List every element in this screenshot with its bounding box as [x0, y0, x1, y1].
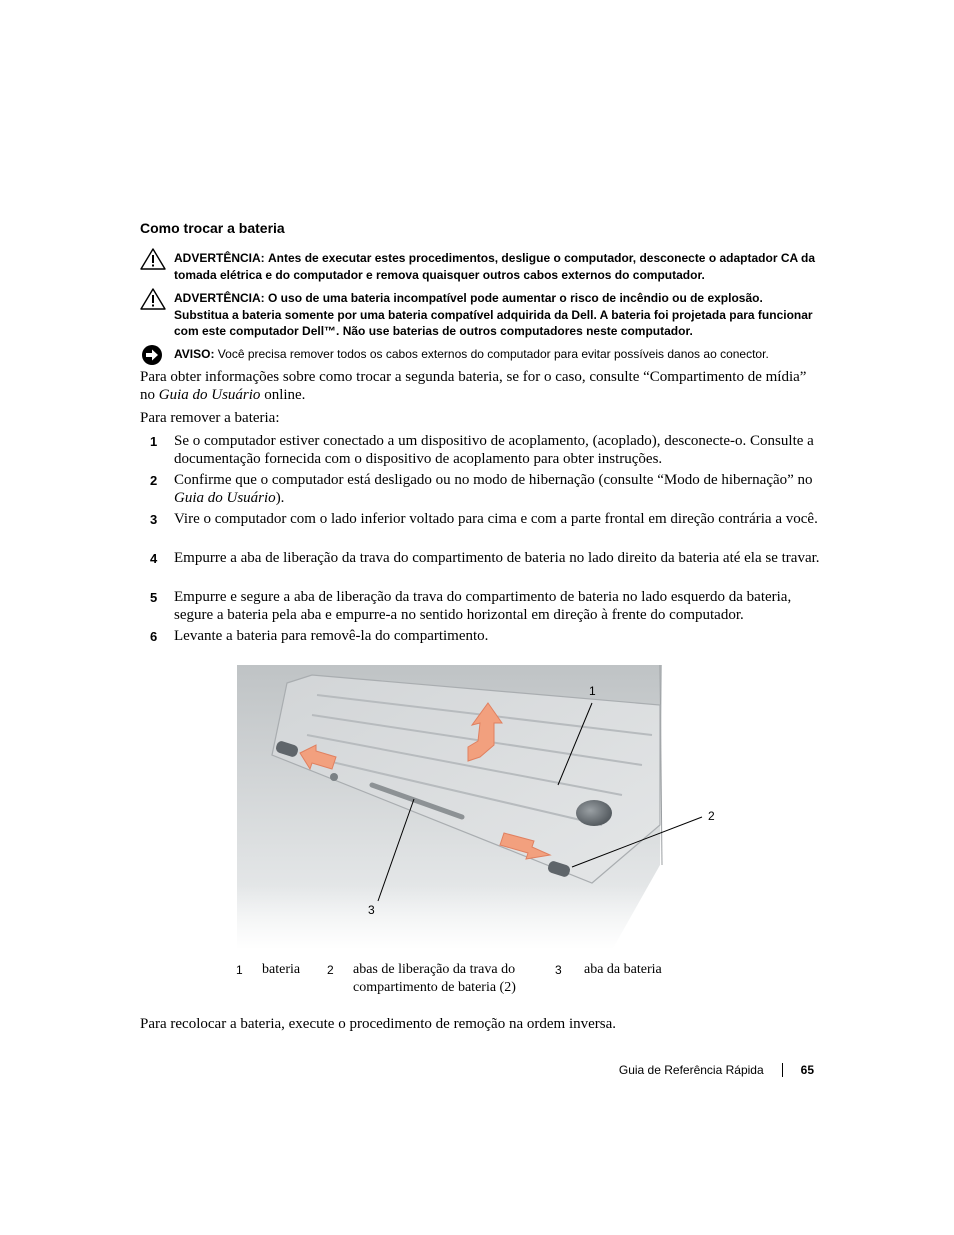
guide-title: Guia do Usuário	[158, 386, 261, 403]
callout-3: 3	[368, 903, 375, 917]
step-text-b: ).	[275, 489, 285, 506]
step-4	[150, 550, 820, 568]
step-number: 4	[150, 551, 158, 566]
step-2	[150, 472, 820, 507]
warning-note-2	[140, 290, 820, 340]
legend-label-3: aba da bateria	[584, 962, 662, 977]
step-5	[150, 589, 820, 624]
step-text: Levante a bateria para removê-la do compartimento.	[174, 628, 489, 644]
warning-label: ADVERTÊNCIA:	[174, 251, 265, 265]
warning-text: O uso de uma bateria incompatível pode aumentar o risco de incêndio ou de explosão. Substitua a bateria somente por uma bateria compatível adquirida da Dell. A bateria foi projetada para funcionar com este computador Dell™. Não use baterias de outros computadores neste computador.	[174, 291, 813, 338]
callout-1: 1	[589, 684, 596, 698]
battery-illustration	[232, 665, 732, 950]
intro-text: Para obter informações sobre como trocar a segunda bateria, se for o caso, consulte “Compartimento de mídia” no	[140, 369, 807, 403]
step-number: 3	[150, 512, 158, 527]
page-number: 65	[800, 1063, 814, 1077]
page-footer	[619, 1063, 814, 1077]
warning-triangle-icon	[140, 288, 166, 310]
section-title: Como trocar a bateria	[140, 220, 285, 236]
step-number: 1	[150, 434, 158, 449]
notice-text: Você precisa remover todos os cabos externos do computador para evitar possíveis danos ao conector.	[217, 347, 769, 361]
step-text-a: Confirme que o computador está desligado ou no modo de hibernação (consulte “Modo de hibernação” no	[174, 472, 813, 488]
step-text: Empurre e segure a aba de liberação da trava do compartimento de bateria no lado esquerdo da bateria, segure a bateria pela aba e empurre-a no sentido horizontal em direção à frente do computador.	[174, 589, 792, 623]
guide-name: Guia de Referência Rápida	[618, 1063, 764, 1077]
remove-intro: Para remover a bateria:	[140, 410, 280, 426]
warning-label: ADVERTÊNCIA:	[174, 291, 265, 305]
footer-separator	[782, 1063, 783, 1077]
intro-paragraph	[140, 369, 820, 404]
battery-knob	[576, 800, 612, 826]
legend-num-2: 2	[327, 963, 334, 977]
notice-label: AVISO:	[174, 347, 215, 361]
warning-text: Antes de executar estes procedimentos, desligue o computador, desconecte o adaptador CA da tomada elétrica e do computador e remova quaisquer outros cabos externos do computador.	[174, 251, 816, 282]
step-text: Empurre a aba de liberação da trava do compartimento de bateria no lado direito da bateria até ela se travar.	[174, 550, 820, 566]
legend-label-1: bateria	[262, 962, 301, 977]
step-6	[150, 628, 820, 646]
notice-note	[140, 346, 820, 363]
intro-text-end: online.	[260, 386, 306, 403]
legend-num-3: 3	[555, 963, 562, 977]
step-text: Vire o computador com o lado inferior voltado para cima e com a parte frontal em direção contrária a você.	[174, 511, 818, 527]
warning-note-1	[140, 250, 820, 283]
step-3	[150, 511, 820, 529]
step-number: 2	[150, 473, 158, 488]
warning-triangle-icon	[140, 248, 166, 270]
notice-arrow-icon	[140, 344, 164, 366]
step-text: Se o computador estiver conectado a um dispositivo de acoplamento, (acoplado), desconecte-o. Consulte a documentação fornecida com o dispositivo de acoplamento para obter instruções.	[174, 433, 814, 467]
outro-paragraph: Para recolocar a bateria, execute o procedimento de remoção na ordem inversa.	[140, 1016, 617, 1032]
step-number: 6	[150, 629, 158, 644]
step-1	[150, 433, 820, 468]
step-text	[174, 472, 820, 507]
legend-num-1: 1	[236, 963, 243, 977]
legend-label-2: abas de liberação da trava do compartimento de bateria (2)	[353, 962, 516, 995]
guide-title: Guia do Usuário	[174, 489, 276, 506]
step-number: 5	[150, 590, 158, 605]
callout-2: 2	[708, 809, 715, 823]
